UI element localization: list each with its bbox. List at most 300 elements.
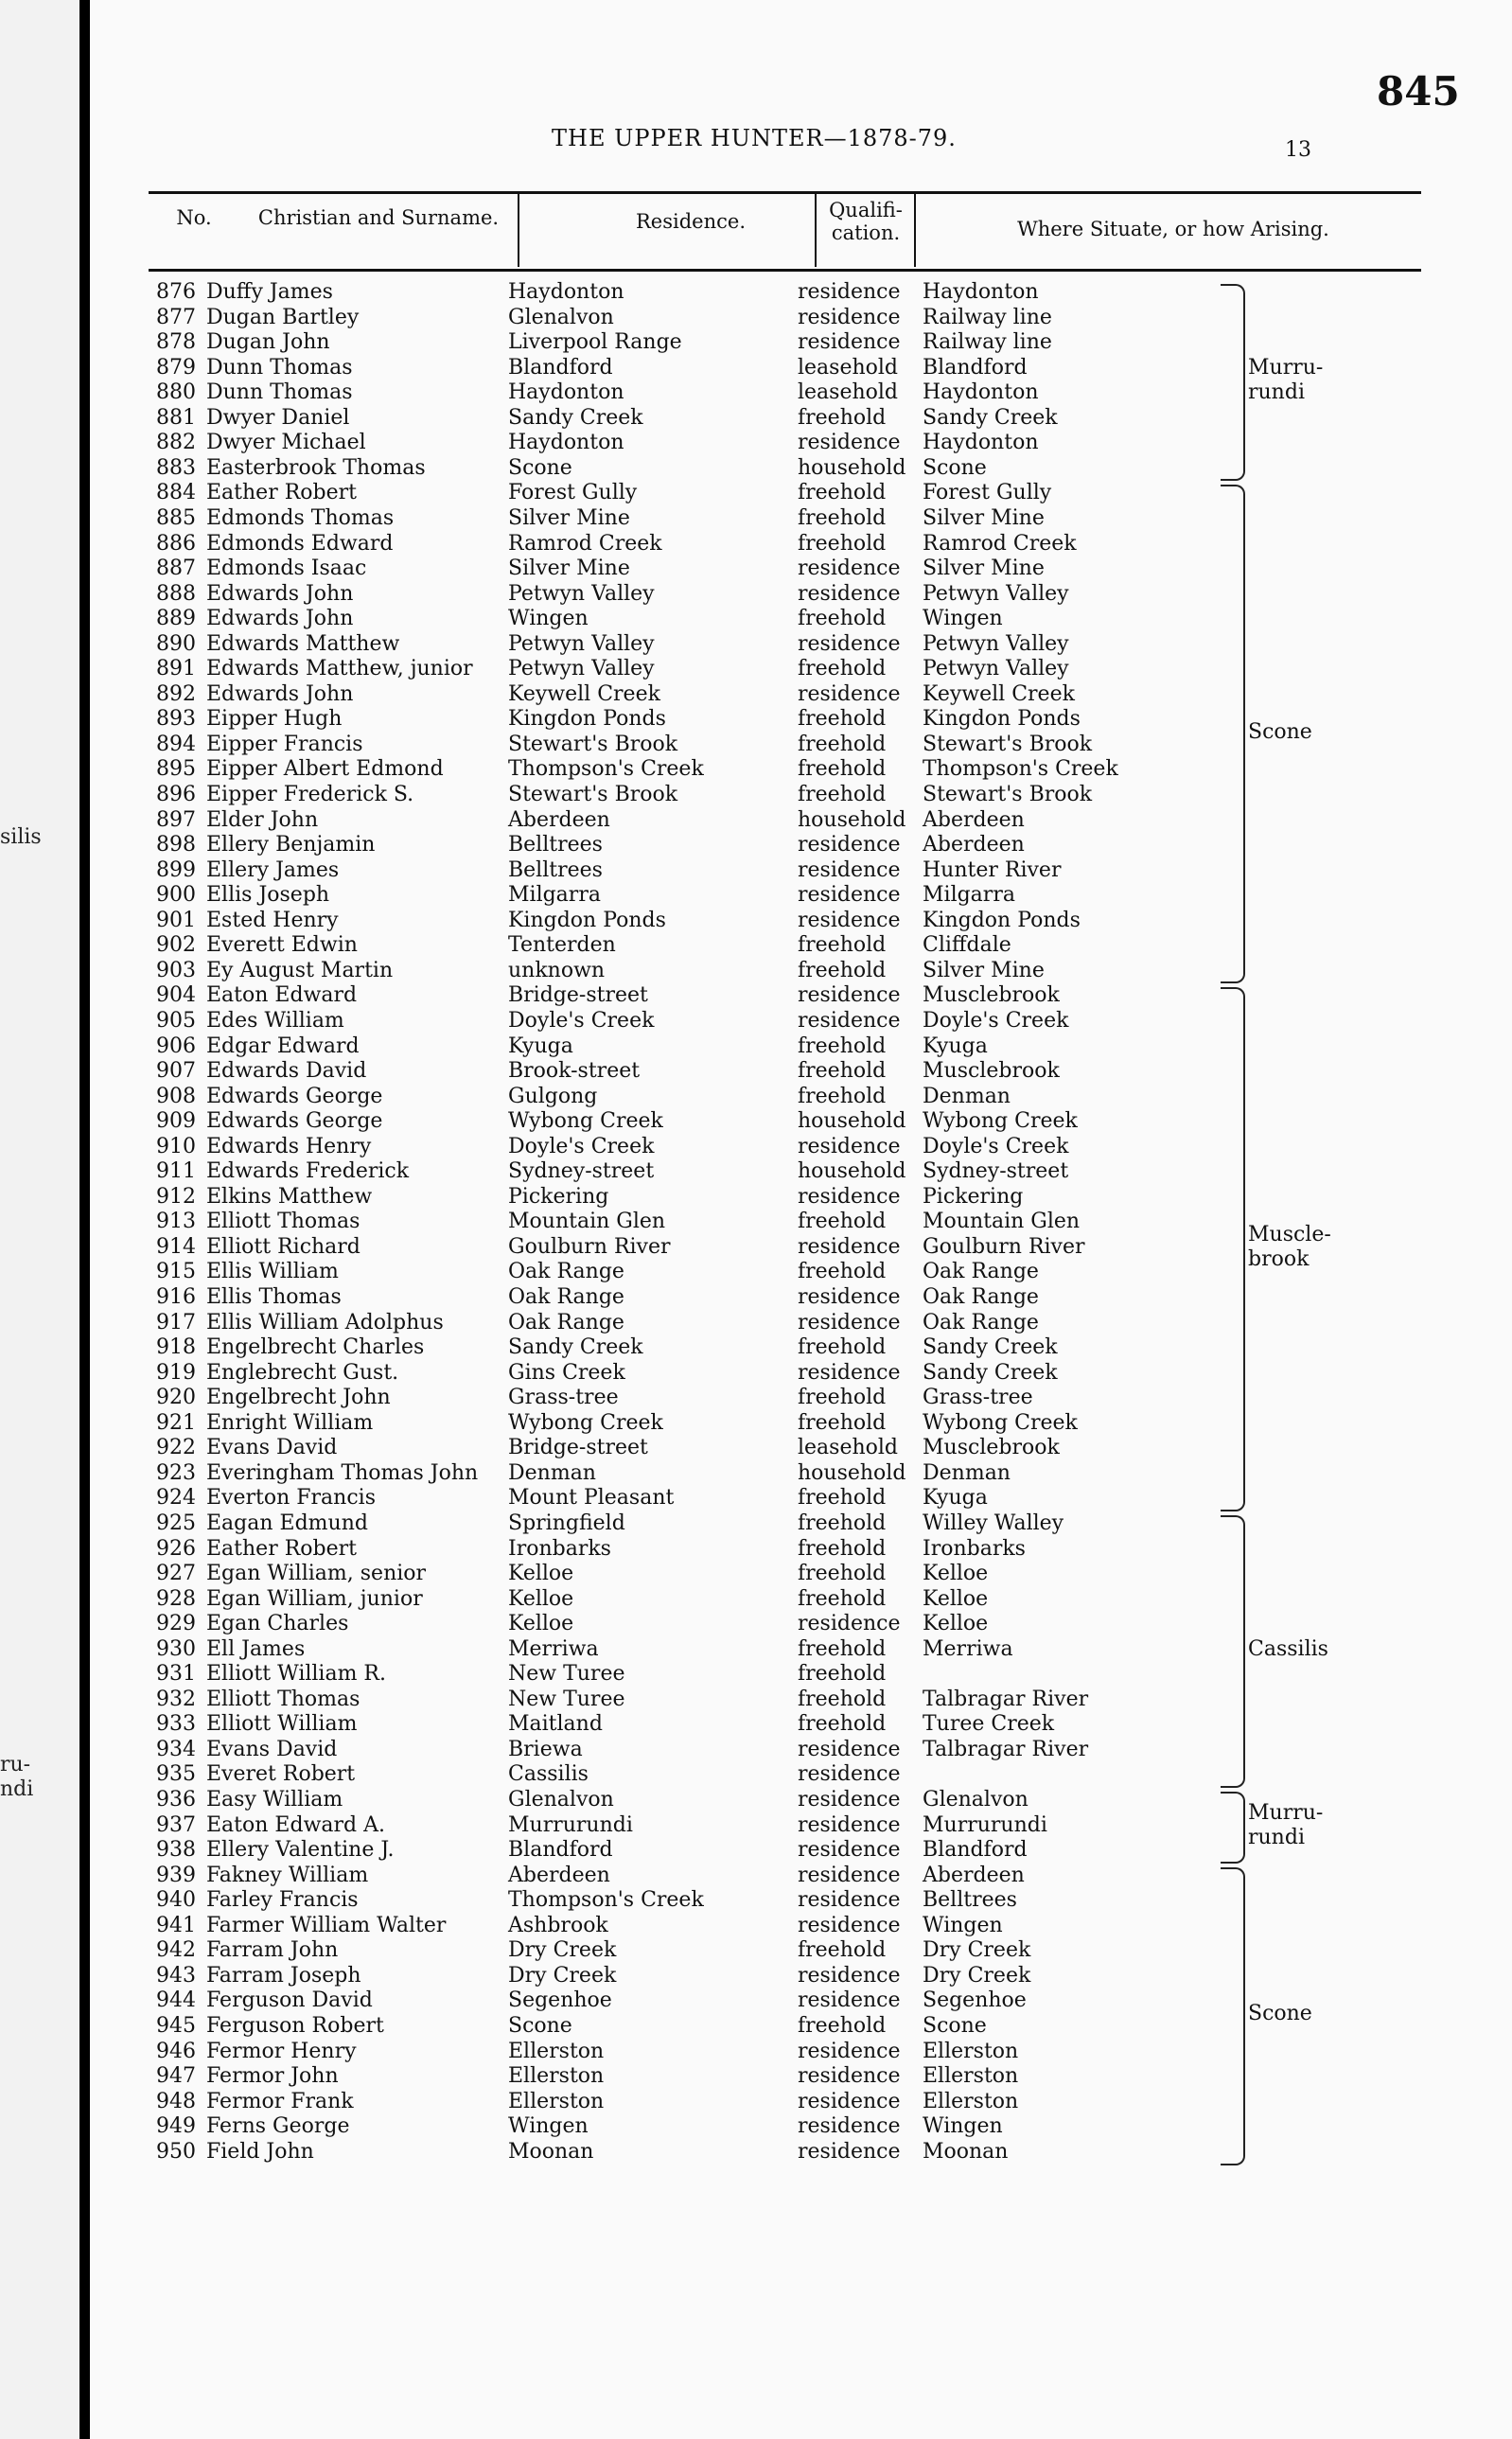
residence: Thompson's Creek [508,757,704,781]
entry-number: 912 [156,1185,196,1209]
elector-name: Evans David [206,1436,338,1459]
entry-number: 925 [156,1511,196,1535]
entry-number: 938 [156,1838,196,1862]
residence: unknown [508,959,606,982]
qualification: freehold [798,783,887,806]
table-row [90,532,1206,557]
entry-number: 909 [156,1109,196,1133]
where-situate: Ellerston [923,2040,1019,2063]
elector-name: Fermor Frank [206,2090,354,2113]
residence: Thompson's Creek [508,1888,704,1912]
qualification: residence [798,833,901,857]
residence: Keywell Creek [508,682,660,706]
entry-number: 903 [156,959,196,982]
table-row [90,1838,1206,1863]
entry-number: 889 [156,607,196,630]
residence: Silver Mine [508,557,630,580]
where-situate: Forest Gully [923,481,1052,504]
table-row [90,682,1206,707]
table-row [90,733,1206,757]
table-row [90,1285,1206,1310]
entry-number: 936 [156,1788,196,1812]
residence: Oak Range [508,1260,624,1283]
elector-name: Ested Henry [206,909,339,932]
left-page-fragment: ndi [0,1777,34,1801]
table-row [90,1612,1206,1636]
residence: Dry Creek [508,1938,617,1962]
elector-name: Edwards Matthew [206,632,400,656]
entry-number: 940 [156,1888,196,1912]
residence: Dry Creek [508,1964,617,1988]
residence: Haydonton [508,380,624,404]
qualification: household [798,1159,906,1183]
residence: Petwyn Valley [508,582,655,606]
qualification: residence [798,682,901,706]
qualification: freehold [798,481,887,504]
qualification: freehold [798,1562,887,1585]
residence: Belltrees [508,858,603,882]
district-label: Scone [1248,720,1312,744]
residence: Glenalvon [508,306,614,329]
elector-name: Field John [206,2140,314,2164]
residence: Ellerston [508,2064,605,2088]
residence: Petwyn Valley [508,632,655,656]
table-row [90,1738,1206,1762]
residence: Oak Range [508,1311,624,1334]
entry-number: 897 [156,808,196,832]
district-label: Scone [1248,2002,1312,2025]
table-row [90,1009,1206,1034]
entry-number: 937 [156,1813,196,1837]
table-row [90,1662,1206,1687]
entry-number: 922 [156,1436,196,1459]
district-label: Murru- rundi [1248,356,1324,404]
table-row [90,1486,1206,1511]
where-situate: Ramrod Creek [923,532,1077,556]
residence: Belltrees [508,833,603,857]
entry-number: 943 [156,1964,196,1988]
where-situate: Kyuga [923,1486,988,1510]
table-row [90,1988,1206,2013]
entry-number: 906 [156,1034,196,1058]
where-situate: Petwyn Valley [923,582,1069,606]
entry-number: 904 [156,983,196,1007]
residence: Kelloe [508,1612,574,1635]
qualification: residence [798,2090,901,2113]
residence: Gins Creek [508,1361,625,1385]
qualification: residence [798,1838,901,1862]
qualification: residence [798,582,901,606]
where-situate: Railway line [923,330,1052,354]
where-situate: Musclebrook [923,1059,1060,1083]
table-row [90,2140,1206,2165]
entry-number: 915 [156,1260,196,1283]
residence: Moonan [508,2140,594,2164]
qualification: residence [798,431,901,454]
table-row [90,1034,1206,1059]
entry-number: 931 [156,1662,196,1686]
elector-name: Eather Robert [206,481,357,504]
residence: Kelloe [508,1562,574,1585]
residence: Denman [508,1461,596,1485]
where-situate: Blandford [923,1838,1028,1862]
table-row [90,1085,1206,1109]
table-row [90,2014,1206,2039]
qualification: residence [798,280,901,304]
qualification: freehold [798,933,887,957]
elector-name: Fakney William [206,1864,369,1887]
brace [1221,284,1245,481]
table-row [90,1159,1206,1184]
entry-number: 948 [156,2090,196,2113]
table-row [90,1762,1206,1787]
entry-number: 950 [156,2140,196,2164]
district-label: Cassilis [1248,1637,1328,1661]
residence: Glenalvon [508,1788,614,1812]
table-row [90,1461,1206,1486]
residence: Pickering [508,1185,609,1209]
table-row [90,1059,1206,1084]
residence: Segenhoe [508,1988,612,2012]
where-situate: Haydonton [923,380,1039,404]
document-page [90,0,1512,2439]
elector-name: Ellis Joseph [206,883,330,907]
residence: Haydonton [508,431,624,454]
where-situate: Glenalvon [923,1788,1029,1812]
brace [1221,1515,1245,1788]
residence: Merriwa [508,1637,599,1661]
residence: Kingdon Ponds [508,707,666,731]
qualification: freehold [798,406,887,430]
qualification: household [798,456,906,480]
qualification: residence [798,1738,901,1761]
where-situate: Ellerston [923,2064,1019,2088]
table-row [90,557,1206,581]
residence: Silver Mine [508,506,630,530]
where-situate: Wingen [923,607,1003,630]
entry-number: 885 [156,506,196,530]
where-situate: Petwyn Valley [923,657,1069,680]
elector-name: Dwyer Daniel [206,406,350,430]
residence: Forest Gully [508,481,638,504]
entry-number: 883 [156,456,196,480]
where-situate: Sydney-street [923,1159,1069,1183]
column-header-where: Where Situate, or how Arising. [1017,218,1329,240]
entry-number: 916 [156,1285,196,1309]
where-situate: Keywell Creek [923,682,1075,706]
entry-number: 947 [156,2064,196,2088]
elector-name: Edmonds Thomas [206,506,395,530]
qualification: freehold [798,757,887,781]
left-page-fragment: ru- [0,1753,31,1776]
where-situate: Moonan [923,2140,1009,2164]
qualification: freehold [798,532,887,556]
residence: Oak Range [508,1285,624,1309]
elector-name: Ellis William [206,1260,339,1283]
adjacent-page-edge [0,0,79,2439]
table-row [90,1637,1206,1662]
table-row [90,1914,1206,1938]
where-situate: Ellerston [923,2090,1019,2113]
elector-name: Farram John [206,1938,339,1962]
table-row [90,1864,1206,1888]
elector-name: Ferguson Robert [206,2014,384,2038]
qualification: leasehold [798,356,899,380]
where-situate: Talbragar River [923,1738,1089,1761]
residence: Grass-tree [508,1386,619,1409]
entry-number: 926 [156,1537,196,1561]
entry-number: 944 [156,1988,196,2012]
where-situate: Petwyn Valley [923,632,1069,656]
entry-number: 939 [156,1864,196,1887]
residence: Gulgong [508,1085,598,1108]
residence: Murrurundi [508,1813,633,1837]
entry-number: 917 [156,1311,196,1334]
qualification: residence [798,1988,901,2012]
qualification: residence [798,883,901,907]
qualification: freehold [798,1210,887,1233]
entry-number: 933 [156,1712,196,1736]
table-row [90,607,1206,631]
elector-name: Easterbrook Thomas [206,456,426,480]
entry-number: 891 [156,657,196,680]
where-situate: Mountain Glen [923,1210,1081,1233]
brace [1221,1867,1245,2165]
where-situate: Stewart's Brook [923,783,1093,806]
entry-number: 901 [156,909,196,932]
qualification: freehold [798,607,887,630]
elector-name: Eagan Edmund [206,1511,368,1535]
entry-number: 946 [156,2040,196,2063]
residence: Goulburn River [508,1235,671,1259]
table-row [90,933,1206,958]
elector-name: Eaton Edward A. [206,1813,385,1837]
table-row [90,1712,1206,1737]
table-row [90,2114,1206,2139]
qualification: residence [798,1135,901,1158]
residence: Wybong Creek [508,1411,663,1435]
elector-name: Easy William [206,1788,343,1812]
where-situate: Merriwa [923,1637,1013,1661]
column-divider [914,193,916,267]
where-situate: Goulburn River [923,1235,1085,1259]
table-row [90,456,1206,481]
table-row [90,632,1206,657]
where-situate: Grass-tree [923,1386,1033,1409]
entry-number: 935 [156,1762,196,1786]
residence: Doyle's Creek [508,1135,655,1158]
entry-number: 896 [156,783,196,806]
entry-number: 928 [156,1587,196,1611]
residence: Kingdon Ponds [508,909,666,932]
qualification: freehold [798,1486,887,1510]
qualification: freehold [798,1085,887,1108]
qualification: freehold [798,657,887,680]
elector-name: Fermor John [206,2064,339,2088]
entry-number: 880 [156,380,196,404]
table-row [90,1511,1206,1536]
elector-name: Edwards Frederick [206,1159,410,1183]
qualification: residence [798,330,901,354]
elector-name: Ferguson David [206,1988,373,2012]
elector-name: Egan William, junior [206,1587,423,1611]
table-row [90,582,1206,607]
residence: Doyle's Creek [508,1009,655,1033]
table-row [90,833,1206,857]
where-situate: Dry Creek [923,1938,1031,1962]
where-situate: Aberdeen [923,833,1025,857]
entry-number: 881 [156,406,196,430]
elector-name: Dunn Thomas [206,356,353,380]
where-situate: Silver Mine [923,557,1045,580]
qualification: household [798,808,906,832]
residence: Ashbrook [508,1914,608,1937]
where-situate: Kingdon Ponds [923,707,1081,731]
elector-name: Engelbrecht Charles [206,1335,425,1359]
entry-number: 908 [156,1085,196,1108]
qualification: residence [798,1914,901,1937]
residence: Ellerston [508,2090,605,2113]
residence: Bridge-street [508,1436,648,1459]
elector-name: Edes William [206,1009,344,1033]
entry-number: 914 [156,1235,196,1259]
sheet-number: 13 [1285,138,1311,162]
entry-number: 911 [156,1159,196,1183]
elector-name: Dugan John [206,330,330,354]
where-situate: Oak Range [923,1311,1039,1334]
elector-name: Eipper Francis [206,733,363,756]
qualification: freehold [798,1059,887,1083]
elector-name: Elliott Thomas [206,1210,360,1233]
table-row [90,1436,1206,1460]
entry-number: 882 [156,431,196,454]
elector-name: Evans David [206,1738,338,1761]
entry-number: 876 [156,280,196,304]
qualification: freehold [798,1712,887,1736]
district-label: Muscle- brook [1248,1223,1331,1271]
qualification: residence [798,1311,901,1334]
table-row [90,1109,1206,1134]
table-row [90,431,1206,455]
qualification: freehold [798,733,887,756]
where-situate: Stewart's Brook [923,733,1093,756]
where-situate: Doyle's Creek [923,1009,1069,1033]
qualification: residence [798,1964,901,1988]
qualification: household [798,1461,906,1485]
where-situate: Haydonton [923,280,1039,304]
table-row [90,883,1206,908]
residence: Scone [508,2014,572,2038]
residence: Sydney-street [508,1159,655,1183]
residence: Ellerston [508,2040,605,2063]
header-top-rule [149,191,1421,194]
entry-number: 924 [156,1486,196,1510]
table-row [90,1938,1206,1963]
qualification: residence [798,1864,901,1887]
qualification: residence [798,1762,901,1786]
residence: Aberdeen [508,1864,610,1887]
qualification: residence [798,1185,901,1209]
table-row [90,306,1206,330]
running-head: THE UPPER HUNTER—1878-79. [552,125,957,151]
qualification: freehold [798,1637,887,1661]
where-situate: Dry Creek [923,1964,1031,1988]
table-row [90,1361,1206,1386]
where-situate: Wybong Creek [923,1411,1078,1435]
qualification: residence [798,1813,901,1837]
entry-number: 920 [156,1386,196,1409]
residence: Maitland [508,1712,603,1736]
qualification: residence [798,632,901,656]
table-row [90,506,1206,531]
brace [1221,987,1245,1511]
entry-number: 900 [156,883,196,907]
qualification: residence [798,2140,901,2164]
qualification: residence [798,1009,901,1033]
entry-number: 892 [156,682,196,706]
elector-name: Edmonds Isaac [206,557,367,580]
entry-number: 910 [156,1135,196,1158]
table-row [90,1688,1206,1712]
entry-number: 930 [156,1637,196,1661]
entry-number: 934 [156,1738,196,1761]
entry-number: 898 [156,833,196,857]
entry-number: 879 [156,356,196,380]
where-situate: Denman [923,1085,1011,1108]
header-bottom-rule [149,269,1421,272]
where-situate: Wybong Creek [923,1109,1078,1133]
where-situate: Belltrees [923,1888,1017,1912]
qualification: residence [798,2040,901,2063]
entry-number: 884 [156,481,196,504]
elector-name: Edwards John [206,682,354,706]
qualification: freehold [798,1034,887,1058]
qualification: freehold [798,1511,887,1535]
where-situate: Oak Range [923,1260,1039,1283]
elector-name: Edmonds Edward [206,532,394,556]
elector-name: Englebrecht Gust. [206,1361,399,1385]
where-situate: Blandford [923,356,1028,380]
where-situate: Sandy Creek [923,406,1058,430]
where-situate: Kyuga [923,1034,988,1058]
table-row [90,1813,1206,1838]
entry-number: 878 [156,330,196,354]
table-row [90,1335,1206,1360]
elector-name: Elliott Thomas [206,1688,360,1711]
elector-name: Edwards John [206,582,354,606]
where-situate: Doyle's Creek [923,1135,1069,1158]
residence: Briewa [508,1738,583,1761]
where-situate: Kingdon Ponds [923,909,1081,932]
qualification: residence [798,2114,901,2138]
elector-name: Engelbrecht John [206,1386,391,1409]
qualification: residence [798,1285,901,1309]
brace [1221,1792,1245,1864]
where-situate: Kelloe [923,1562,989,1585]
where-situate: Willey Walley [923,1511,1064,1535]
page-number: 845 [1377,68,1460,115]
qualification: freehold [798,1537,887,1561]
residence: Wybong Creek [508,1109,663,1133]
elector-name: Edwards David [206,1059,367,1083]
elector-name: Eipper Hugh [206,707,343,731]
elector-name: Elliott William R. [206,1662,386,1686]
residence: Petwyn Valley [508,657,655,680]
table-row [90,481,1206,505]
table-row [90,2090,1206,2114]
qualification: residence [798,1788,901,1812]
entry-number: 890 [156,632,196,656]
